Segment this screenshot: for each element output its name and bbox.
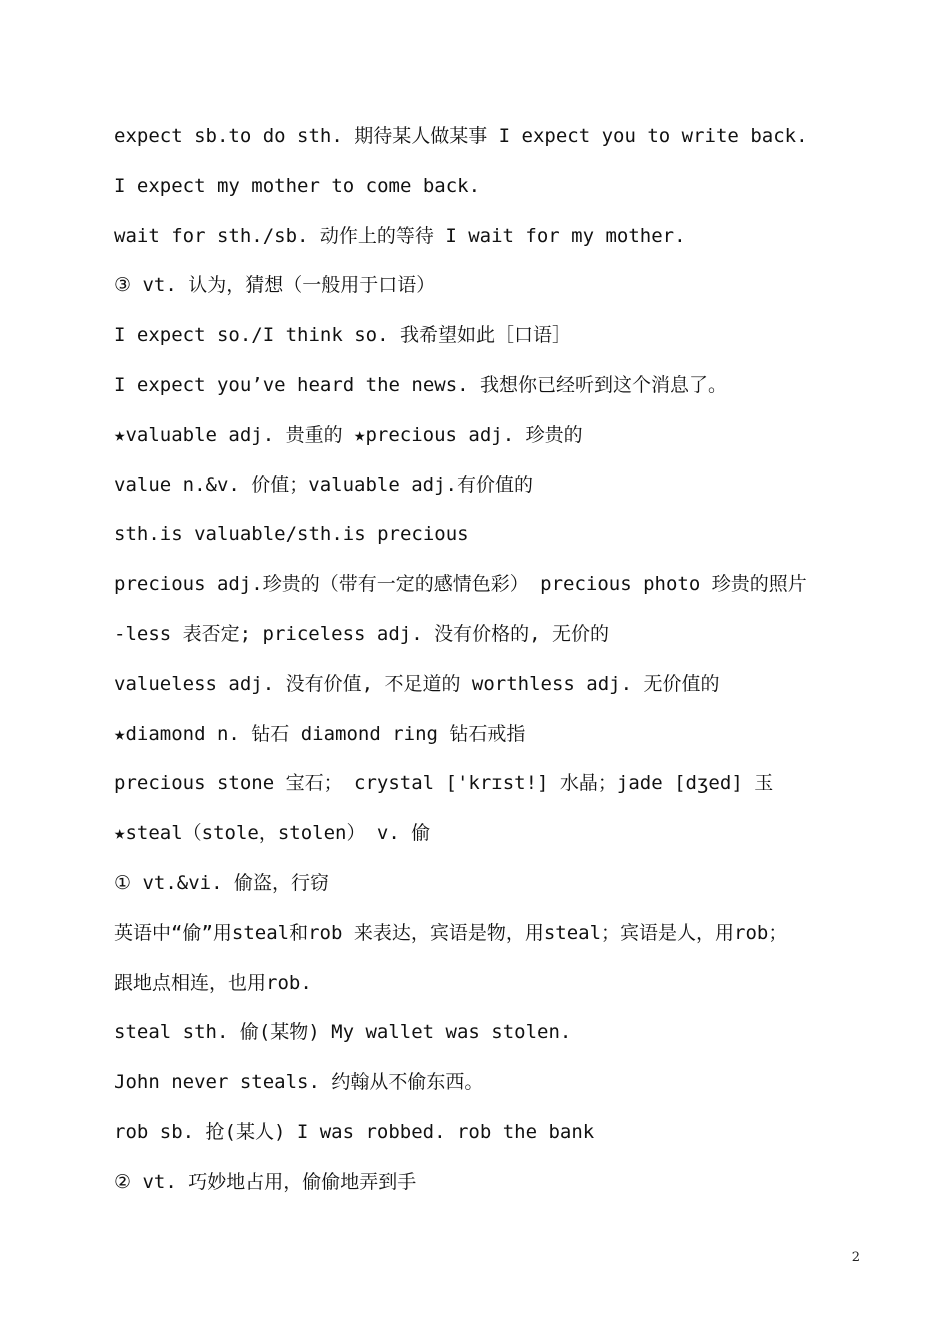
text-line: -less 表否定; priceless adj. 没有价格的, 无价的 — [114, 622, 609, 645]
page-number: 2 — [851, 1250, 860, 1265]
text-line: I expect so./I think so. 我希望如此［口语］ — [114, 324, 571, 347]
text-line: steal sth. 偷(某物) My wallet was stolen. — [114, 1021, 572, 1044]
text-line: sth.is valuable/sth.is precious — [114, 523, 469, 546]
text-line: ★steal（stole，stolen） v. 偷 — [114, 822, 431, 845]
text-line: 英语中“偷”用steal和rob 来表达，宾语是物，用steal；宾语是人，用rob； — [114, 921, 788, 944]
text-line: I expect my mother to come back. — [114, 174, 481, 197]
text-line: ① vt.&vi. 偷盗，行窃 — [114, 871, 329, 894]
text-line: I expect you’ve heard the news. 我想你已经听到这个消息了。 — [114, 373, 728, 396]
text-line: valueless adj. 没有价值, 不足道的 worthless adj. 无价值的 — [114, 672, 720, 695]
text-line: rob sb. 抢(某人) I was robbed. rob the bank — [114, 1120, 595, 1143]
text-line: 跟地点相连，也用rob. — [114, 971, 312, 994]
text-body — [114, 116, 874, 1212]
text-line: John never steals. 约翰从不偷东西。 — [114, 1071, 484, 1094]
text-line: ★diamond n. 钻石 diamond ring 钻石戒指 — [114, 722, 526, 745]
text-line: ★valuable adj. 贵重的 ★precious adj. 珍贵的 — [114, 423, 583, 446]
text-line: precious adj.珍贵的（带有一定的感情色彩） precious photo 珍贵的照片 — [114, 573, 807, 596]
text-line: ② vt. 巧妙地占用，偷偷地弄到手 — [114, 1170, 417, 1193]
text-line: precious stone 宝石； crystal ['krɪst!] 水晶；jade [dʒed] 玉 — [114, 772, 774, 795]
text-line: expect sb.to do sth. 期待某人做某事 I expect you to write back. — [114, 125, 808, 147]
text-line: ③ vt. 认为，猜想（一般用于口语） — [114, 274, 436, 297]
text-line: value n.&v. 价值；valuable adj.有价值的 — [114, 473, 533, 496]
text-line: wait for sth./sb. 动作上的等待 I wait for my mother. — [114, 224, 686, 247]
